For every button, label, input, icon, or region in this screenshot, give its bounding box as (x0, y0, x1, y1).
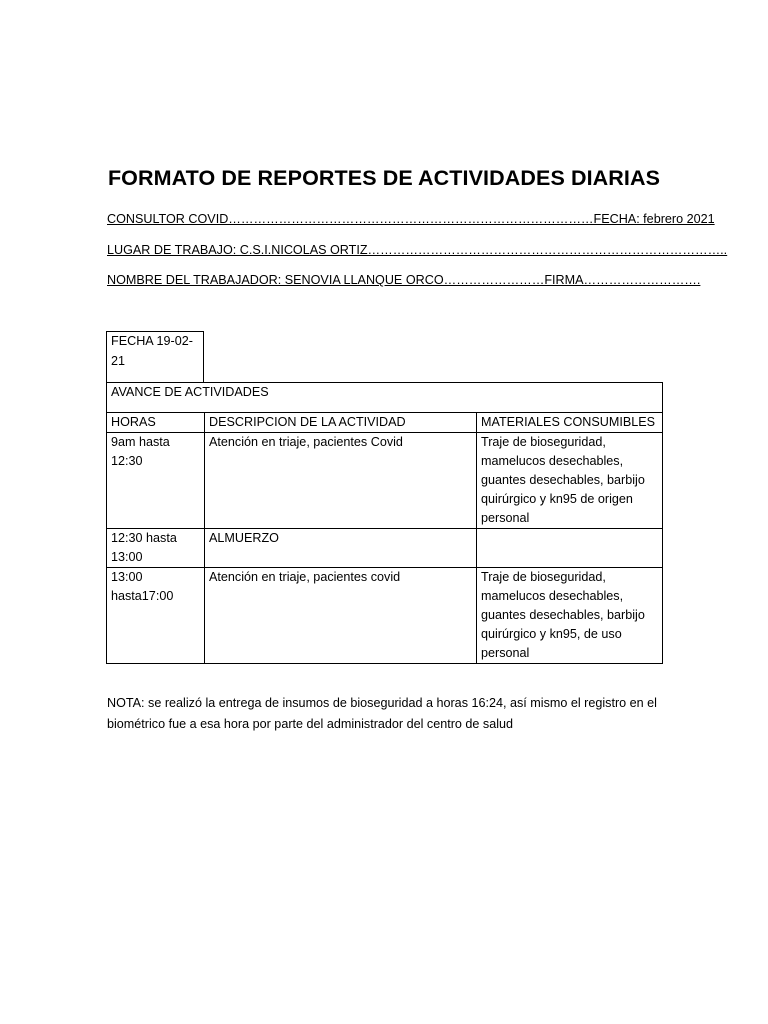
header-horas: HORAS (107, 413, 205, 433)
section-header-row (107, 383, 663, 413)
header-materiales: MATERIALES CONSUMIBLES (477, 413, 663, 433)
table-row (107, 529, 663, 568)
lugar-de-trabajo-line: LUGAR DE TRABAJO: C.S.I.NICOLAS ORTIZ………………………………………………………………………….. (107, 243, 728, 257)
cell-horas: 12:30 hasta 13:00 (107, 529, 205, 568)
document-title: FORMATO DE REPORTES DE ACTIVIDADES DIARIAS (107, 166, 661, 190)
cell-descripcion: ALMUERZO (205, 529, 477, 568)
cell-materiales (477, 529, 663, 568)
header-descripcion: DESCRIPCION DE LA ACTIVIDAD (205, 413, 477, 433)
section-header-cell: AVANCE DE ACTIVIDADES (107, 383, 663, 413)
cell-materiales: Traje de bioseguridad, mamelucos desechables, guantes desechables, barbijo quirúrgico y kn95 de origen personal (477, 433, 663, 529)
fecha-box: FECHA 19-02-21 (106, 331, 204, 383)
consultor-line: CONSULTOR COVID……………………………………………………………………………FECHA: febrero 2021 (107, 212, 715, 226)
cell-horas: 9am hasta 12:30 (107, 433, 205, 529)
cell-descripcion: Atención en triaje, pacientes Covid (205, 433, 477, 529)
cell-materiales: Traje de bioseguridad, mamelucos desechables, guantes desechables, barbijo quirúrgico y kn95, de uso personal (477, 568, 663, 664)
cell-horas: 13:00 hasta17:00 (107, 568, 205, 664)
nota-paragraph: NOTA: se realizó la entrega de insumos de bioseguridad a horas 16:24, así mismo el registro en el biométrico fue a esa hora por parte del administrador del centro de salud (107, 696, 657, 731)
cell-descripcion: Atención en triaje, pacientes covid (205, 568, 477, 664)
table-row (107, 568, 663, 664)
nombre-trabajador-line: NOMBRE DEL TRABAJADOR: SENOVIA LLANQUE ORCO……………………FIRMA………………………. (107, 273, 701, 287)
column-header-row (107, 413, 663, 433)
activities-table (106, 382, 663, 664)
table-row (107, 433, 663, 529)
